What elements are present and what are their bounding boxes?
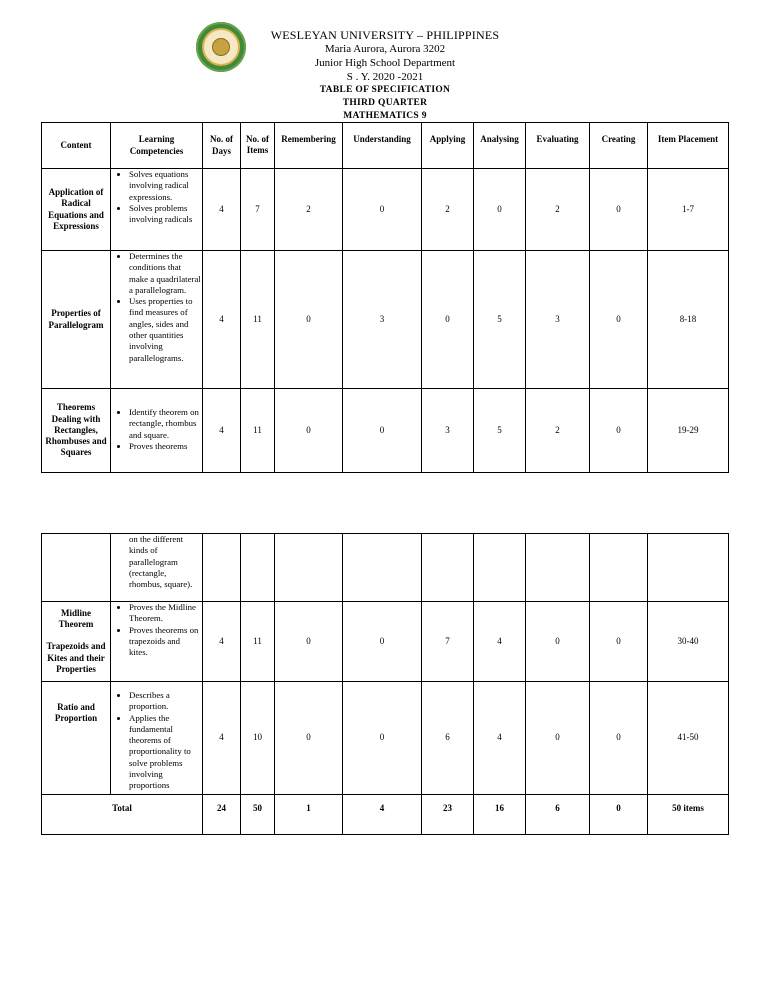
row-applying: 3 — [422, 389, 474, 473]
col-header-understanding: Understanding — [343, 123, 422, 169]
row-analysing: 4 — [474, 602, 526, 682]
total-evaluating: 6 — [526, 795, 590, 835]
school-year: S . Y. 2020 -2021 — [346, 71, 424, 83]
row-content: Ratio and Proportion — [42, 682, 111, 795]
row-competencies: • Solves equations involving radical expressions. • Solves problems involving radicals — [111, 169, 203, 251]
row-analysing: 5 — [474, 251, 526, 389]
department-name: Junior High School Department — [314, 57, 456, 69]
row-understanding: 0 — [343, 169, 422, 251]
row-items: 11 — [241, 251, 275, 389]
row-content: Properties of Parallelogram — [42, 251, 111, 389]
row-analysing: 0 — [474, 169, 526, 251]
col-header-items: No. of Items — [241, 123, 275, 169]
row-analysing: 5 — [474, 389, 526, 473]
row-days: 4 — [203, 389, 241, 473]
row-remembering: 0 — [275, 602, 343, 682]
row-item-placement: 1-7 — [648, 169, 729, 251]
table-row-continued — [42, 534, 729, 602]
row-content: Application of Radical Equations and Expressions — [42, 169, 111, 251]
col-header-analysing: Analysing — [474, 123, 526, 169]
total-analysing: 16 — [474, 795, 526, 835]
row-item-placement: 19-29 — [648, 389, 729, 473]
row-creating: 0 — [590, 169, 648, 251]
university-name: WESLEYAN UNIVERSITY – PHILIPPINES — [270, 28, 500, 42]
row-applying: 7 — [422, 602, 474, 682]
col-header-days: No. of Days — [203, 123, 241, 169]
col-header-item-placement: Item Placement — [648, 123, 729, 169]
col-header-applying: Applying — [422, 123, 474, 169]
row-applying: 6 — [422, 682, 474, 795]
row-evaluating: 0 — [526, 602, 590, 682]
total-remembering: 1 — [275, 795, 343, 835]
col-header-competencies: Learning Competencies — [111, 123, 203, 169]
document-title: TABLE OF SPECIFICATION — [319, 85, 451, 95]
row-understanding: 0 — [343, 682, 422, 795]
total-row — [42, 795, 729, 835]
row-competencies: • Determines the conditions that make a quadrilateral a parallelogram. • Uses properties to find measures of angles, sides and other quantities involving parallelograms. — [111, 251, 203, 389]
row-items: 11 — [241, 602, 275, 682]
row-content: Theorems Dealing with Rectangles, Rhombuses and Squares — [42, 389, 111, 473]
subject-label: MATHEMATICS 9 — [343, 111, 427, 121]
row-understanding: 0 — [343, 602, 422, 682]
row-days: 4 — [203, 251, 241, 389]
table-row — [42, 682, 729, 795]
row-item-placement: 41-50 — [648, 682, 729, 795]
row-remembering: 0 — [275, 389, 343, 473]
total-items: 50 — [241, 795, 275, 835]
row-evaluating: 0 — [526, 682, 590, 795]
row-understanding: 3 — [343, 251, 422, 389]
total-understanding: 4 — [343, 795, 422, 835]
table-header-row — [42, 123, 729, 169]
row-items: 10 — [241, 682, 275, 795]
total-item-placement: 50 items — [648, 795, 729, 835]
total-days: 24 — [203, 795, 241, 835]
col-header-content: Content — [42, 123, 111, 169]
row-evaluating: 3 — [526, 251, 590, 389]
row-competencies: • Identify theorem on rectangle, rhombus and square. • Proves theorems — [111, 389, 203, 473]
total-creating: 0 — [590, 795, 648, 835]
row-remembering: 0 — [275, 682, 343, 795]
row-remembering: 2 — [275, 169, 343, 251]
row-days: 4 — [203, 682, 241, 795]
row-item-placement: 30-40 — [648, 602, 729, 682]
row-creating: 0 — [590, 682, 648, 795]
row-days: 4 — [203, 602, 241, 682]
total-applying: 23 — [422, 795, 474, 835]
row-creating: 0 — [590, 602, 648, 682]
row-understanding: 0 — [343, 389, 422, 473]
specification-table-part-2 — [41, 533, 729, 835]
table-row — [42, 251, 729, 389]
row-competencies: • Proves the Midline Theorem. • Proves theorems on trapezoids and kites. — [111, 602, 203, 682]
row-creating: 0 — [590, 389, 648, 473]
row-evaluating: 2 — [526, 169, 590, 251]
col-header-creating: Creating — [590, 123, 648, 169]
col-header-remembering: Remembering — [275, 123, 343, 169]
table-row — [42, 602, 729, 682]
row-content: Midline Theorem Trapezoids and Kites and their Properties — [42, 602, 111, 682]
total-label: Total — [42, 795, 203, 835]
row-competencies: • Describes a proportion. • Applies the fundamental theorems of proportionality to solve problems involving proportions — [111, 682, 203, 795]
row-analysing: 4 — [474, 682, 526, 795]
row-creating: 0 — [590, 251, 648, 389]
row-item-placement: 8-18 — [648, 251, 729, 389]
row-applying: 2 — [422, 169, 474, 251]
row-items: 11 — [241, 389, 275, 473]
col-header-evaluating: Evaluating — [526, 123, 590, 169]
document-header — [220, 28, 550, 123]
table-row — [42, 169, 729, 251]
specification-table-part-1 — [41, 122, 729, 473]
quarter-label: THIRD QUARTER — [342, 98, 428, 108]
row-competencies-continued: on the different kinds of parallelogram (rectangle, rhombus, square). — [111, 534, 203, 602]
row-items: 7 — [241, 169, 275, 251]
table-row — [42, 389, 729, 473]
row-remembering: 0 — [275, 251, 343, 389]
row-applying: 0 — [422, 251, 474, 389]
row-days: 4 — [203, 169, 241, 251]
university-address: Maria Aurora, Aurora 3202 — [324, 43, 446, 55]
row-evaluating: 2 — [526, 389, 590, 473]
